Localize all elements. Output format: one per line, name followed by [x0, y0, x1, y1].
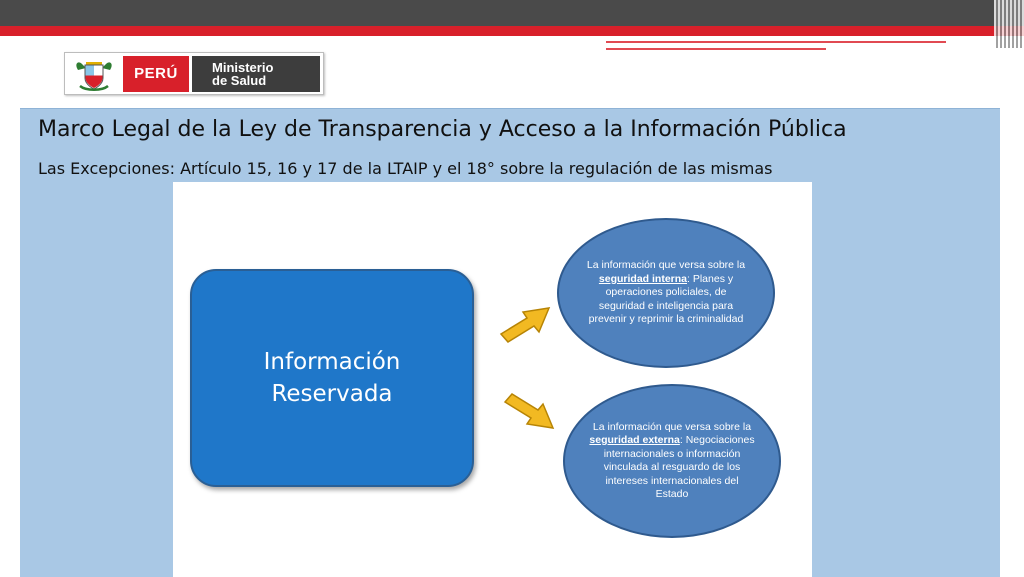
internal-text-emphasis: seguridad interna [598, 272, 687, 285]
reserved-information-box [190, 269, 474, 487]
external-text-pre: La información que versa sobre la [592, 420, 752, 433]
peru-crest-icon [65, 53, 123, 94]
slide-subtitle: Las Excepciones: Artículo 15, 16 y 17 de la LTAIP y el 18° sobre la regulación de las mismas [38, 159, 773, 178]
header-dark-bar [0, 0, 1024, 26]
internal-security-circle [557, 218, 775, 368]
internal-text-pre: La información que versa sobre la [586, 259, 746, 272]
arrow-down-right-icon [501, 390, 561, 436]
ministry-line-2: de Salud [212, 72, 267, 88]
external-text-post: : Negociaciones internacionales o información vinculada al resguardo de los intereses internacionales del Estado [603, 434, 755, 500]
slide-title: Marco Legal de la Ley de Transparencia y Acceso a la Información Pública [38, 117, 847, 142]
decorative-line [606, 48, 826, 50]
decorative-line [606, 41, 946, 43]
arrow-up-right-icon [497, 300, 557, 346]
peru-label: PERÚ [123, 56, 189, 92]
external-text-emphasis: seguridad externa [589, 434, 680, 446]
decorative-stripes [994, 0, 1024, 48]
internal-text-post: : Planes y operaciones policiales, de seguridad e inteligencia para prevenir y reprimir la criminalidad [588, 272, 744, 326]
ministry-label [192, 56, 320, 92]
header-red-bar [0, 26, 1024, 36]
reserved-information-diagram [173, 182, 812, 577]
reserved-box-line-1: Información [263, 349, 401, 375]
external-security-circle [563, 384, 781, 538]
ministry-logo [64, 52, 324, 95]
ministry-line-1: Ministerio [212, 59, 274, 75]
slide-panel [20, 108, 1000, 577]
reserved-box-line-2: Reservada [271, 381, 393, 407]
